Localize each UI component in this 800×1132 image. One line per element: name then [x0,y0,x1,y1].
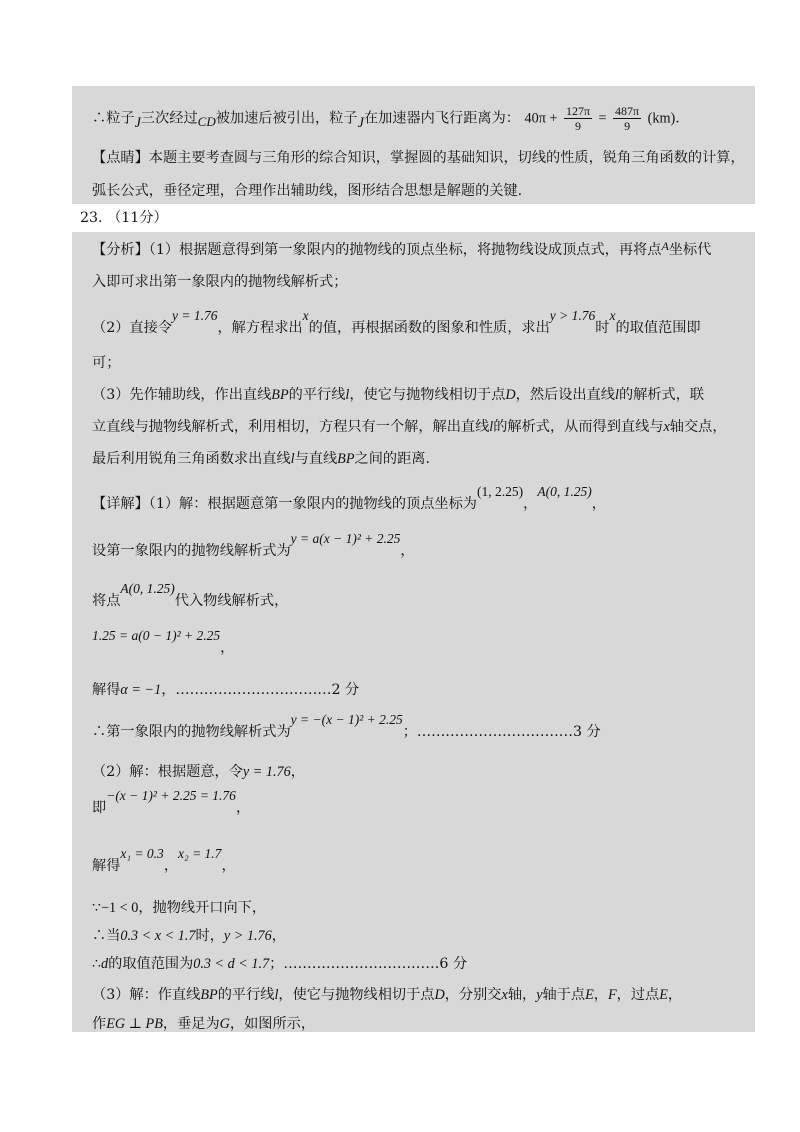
text: ， [593,987,608,1003]
text-line-12 [92,484,606,514]
text: 坐标代 [668,242,712,258]
math-j: J [134,114,141,131]
text: 代入物线解析式， [174,593,289,609]
text: 轴交点， [669,419,727,435]
text-line-10 [92,417,727,437]
text: ， [271,928,286,944]
text: ， [667,987,683,1003]
text-line-9 [92,385,704,405]
text-line-13 [92,531,415,561]
math-equation: −(x − 1)² + 2.25 = 1.76 [106,788,236,803]
math-j: J [357,114,364,131]
text: ， [290,764,305,780]
math-l: l [274,987,279,1003]
math-y: y [536,987,543,1003]
fraction-numerator: 487π [615,104,640,118]
math-a: A [661,239,669,253]
text: ， [400,543,415,559]
math-range: 0.3 < x < 1.7 [120,928,196,944]
text: 的取值范围即 [615,320,701,336]
fraction-487pi-9 [613,104,641,133]
text: 的平行线 [217,987,275,1003]
text: ， [523,496,538,512]
math-x: x [663,419,670,435]
text: ，……………………………2 分 [161,682,360,698]
text: 在加速器内飞行距离为： [363,110,520,127]
text: 轴， [507,987,537,1003]
text-line-2: 【点睛】本题主要考查圆与三角形的综合知识，掌握圆的基础知识，切线的性质，锐角三角函数的计算， [92,150,745,166]
text-line-25 [92,1014,315,1034]
math-unit: (km) [647,110,676,127]
math-bp: BP [337,451,355,467]
text-line-22 [92,926,286,946]
text: ∴第一象限内的抛物线解析式为 [92,724,291,740]
text: 时， [195,928,224,944]
text: （3）解：作直线 [92,987,201,1003]
text: ， [591,496,606,512]
text: ，解方程求出 [217,320,303,336]
text: ∴当 [92,928,121,944]
text-line-1 [92,104,680,133]
text: ，然后设出直线 [515,387,615,403]
text: ；……………………………6 分 [269,956,468,972]
math-g: G [219,1016,230,1032]
text: 轴于点 [542,987,586,1003]
fraction-127pi-9 [564,104,592,133]
text: ∵ [92,900,102,916]
text-line-7 [92,308,701,338]
math-eq: y = 1.76 [171,308,218,323]
text-line-16 [92,680,359,700]
math-eq: y = 1.76 [242,764,291,780]
math-l: l [290,451,295,467]
math-ineq: y > 1.76 [549,308,596,323]
math-point-a: A(0, 1.25) [537,484,592,499]
text: ，垂足为 [162,1016,220,1032]
text-line-23 [92,954,467,974]
math-root-1: x₁ = 0.3 [120,846,164,861]
text-line-14 [92,581,289,611]
text: 立直线与抛物线解析式，利用相切，方程只有一个解，解出直线 [92,419,490,435]
text: . [675,110,680,127]
math-root-2: x₂ = 1.7 [178,846,222,861]
text-line-19 [92,788,251,818]
text: 时 [595,320,610,336]
text: 与直线 [294,451,338,467]
text: 的值，再根据函数的图象和性质，求出 [308,320,550,336]
math-parabola: y = a(x − 1)² + 2.25 [290,531,401,546]
math-ineq: −1 < 0 [101,900,139,916]
text: 之间的距离. [354,451,430,467]
text: 即 [92,800,107,816]
math-l: l [345,387,350,403]
math-l: l [615,387,619,403]
text: 将点 [92,593,121,609]
text: ， [221,858,236,874]
math-point-a: A(0, 1.25) [120,581,175,596]
text: ∴粒子 [92,110,135,127]
text: ，使它与抛物线相切于点 [349,387,506,403]
text: ，抛物线开口向下， [138,900,267,916]
text: 的解析式，从而得到直线与 [493,419,664,435]
text-line-15 [92,628,235,658]
text: （2）直接令 [92,320,172,336]
fraction-denominator: 9 [624,119,631,133]
math-vertex: (1, 2.25) [477,484,524,499]
text: 【详解】（1）解：根据题意第一象限内的抛物线的顶点坐标为 [92,496,477,512]
math-d: D [505,387,516,403]
math-d: d [101,956,109,972]
math-expr: = [598,110,607,127]
math-d: D [434,987,445,1003]
text: 三次经过 [140,110,198,127]
math-range: 0.3 < d < 1.7 [193,956,270,972]
text: 【分析】（1）根据题意得到第一象限内的抛物线的顶点坐标，将抛物线设成顶点式，再将点 [92,242,662,258]
math-ineq: y > 1.76 [223,928,272,944]
text: 解得 [92,682,121,698]
text: ，如图所示， [229,1016,316,1032]
math-bp: BP [271,387,289,403]
math-substitution: 1.25 = a(0 − 1)² + 2.25 [92,628,221,643]
text: 的解析式，联 [618,387,705,403]
text: ，使它与抛物线相切于点 [278,987,435,1003]
fraction-numerator: 127π [565,104,590,118]
math-parabola: y = −(x − 1)² + 2.25 [290,712,403,727]
text: ， [163,858,179,874]
text-line-3: 弧长公式，垂径定理，合理作出辅助线，图形结合思想是解题的关键. [92,183,523,199]
text: （3）先作辅助线，作出直线 [92,387,272,403]
text: 最后利用锐角三角函数求出直线 [92,451,291,467]
text: ，分别交 [444,987,502,1003]
text-line-21 [92,898,266,918]
text: ， [220,640,235,656]
text: 作 [92,1016,107,1032]
math-perpendicular: EG ⊥ PB [106,1016,163,1032]
text-line-18 [92,762,305,782]
text-line-5 [92,240,711,260]
text: ，过点 [616,987,660,1003]
math-expr: 40π + [524,110,558,127]
question-number: 23. （11分） [80,210,168,226]
text: 的取值范围为 [108,956,194,972]
text: 解得 [92,858,121,874]
math-e: E [585,987,594,1003]
math-x: x [501,987,508,1003]
math-e: E [659,987,668,1003]
math-cd: CD [197,113,216,129]
math-alpha: α = −1 [120,682,162,698]
math-x: x [302,308,309,323]
text: 设第一象限内的抛物线解析式为 [92,543,291,559]
math-f: F [607,987,617,1003]
fraction-denominator: 9 [574,119,581,133]
math-x: x [609,308,616,323]
text-line-20 [92,846,236,876]
math-bp: BP [200,987,218,1003]
text-line-24 [92,985,682,1005]
math-l: l [489,419,494,435]
text: （2）解：根据题意，令 [92,764,243,780]
text-line-8: 可； [92,355,121,371]
text: 被加速后被引出，粒子 [215,110,358,127]
text: ；……………………………3 分 [402,724,601,740]
text: ∴ [92,956,102,972]
text: ， [235,800,251,816]
text: 的平行线 [288,387,346,403]
text-line-17 [92,712,601,742]
text-line-6: 入即可求出第一象限内的抛物线解析式； [92,274,348,290]
text-line-11 [92,449,430,469]
